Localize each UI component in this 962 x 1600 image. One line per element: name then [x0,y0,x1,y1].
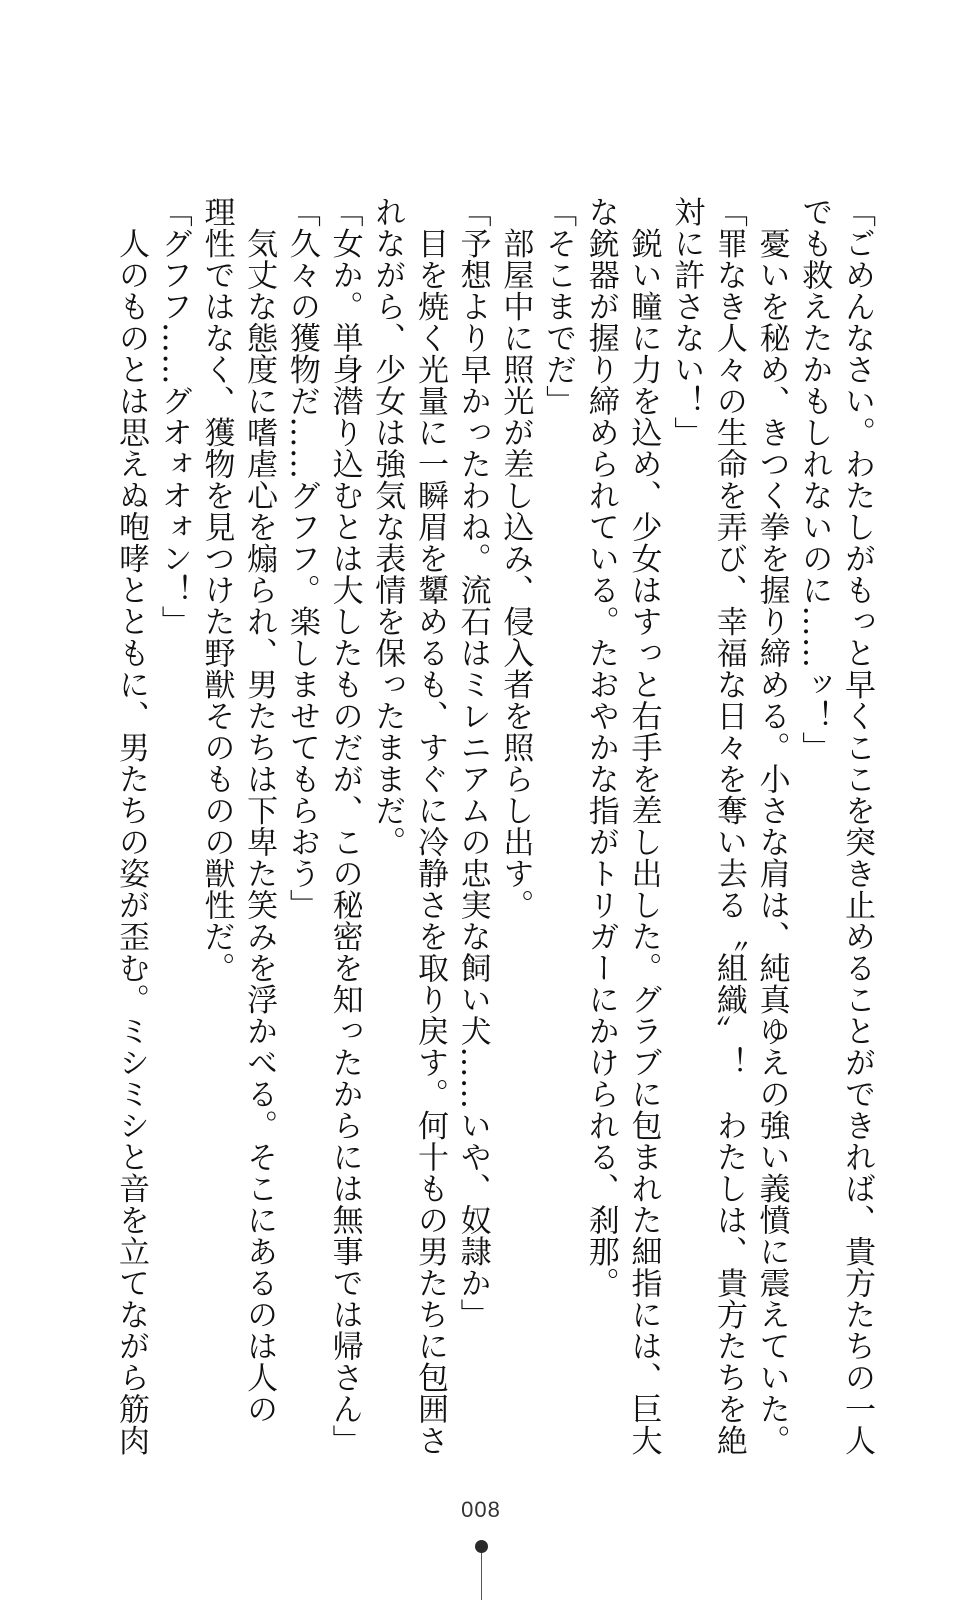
text-line: 「予想より早かったわね。流石はミレニアムの忠実な飼い犬……いや、奴隷か」 [454,196,491,1330]
text-line: 「ごめんなさい。わたしがもっと早くここを突き止めることができれば、貴方たちの一人 [839,196,875,1456]
ornament-line [481,1553,482,1600]
text-line: 「そこまでだ」 [540,196,577,417]
text-line: 人のものとは思えぬ咆哮とともに、男たちの姿が歪む。ミシミシと音を立てながら筋肉 [113,196,150,1456]
text-line: 目を焼く光量に一瞬眉を顰めるも、すぐに冷静さを取り戻す。何十もの男たちに包囲さ [411,196,448,1456]
text-line: な銃器が握り締められている。たおやかな指がトリガーにかけられる、刹那。 [582,196,619,1299]
text-line: 憂いを秘め、きつく拳を握り締める。小さな肩は、純真ゆえの強い義憤に震えていた。 [753,196,790,1456]
ornament-dot [475,1540,488,1553]
text-line: 「グフフ……グオォオォン！」 [155,196,192,637]
text-line: 理性ではなく、獲物を見つけた野獣そのものの獣性だ。 [198,196,235,984]
text-line: 部屋中に照光が差し込み、侵入者を照らし出す。 [497,196,534,921]
text-line: 対に許さない！」 [668,196,705,448]
text-line: 「女か。単身潜り込むとは大したものだが、この秘密を知ったからには無事では帰さん」 [326,196,363,1456]
text-line: 気丈な態度に嗜虐心を煽られ、男たちは下卑た笑みを浮かべる。そこにあるのは人の [241,196,278,1425]
text-line: 「罪なき人々の生命を弄び、幸福な日々を奪い去る〝組織〟！ わたしは、貴方たちを絶 [710,196,747,1456]
text-line: でも救えたかもしれないのに……ッ！」 [796,196,833,763]
page-number: 008 [461,1497,501,1522]
body-text [109,196,878,1456]
text-line: れながら、少女は強気な表情を保ったままだ。 [369,196,406,858]
text-line: 「久々の獲物だ……グフフ。楽しませてもらおう」 [283,196,320,921]
text-line: 鋭い瞳に力を込め、少女はすっと右手を差し出した。グラブに包まれた細指には、巨大 [625,196,662,1456]
